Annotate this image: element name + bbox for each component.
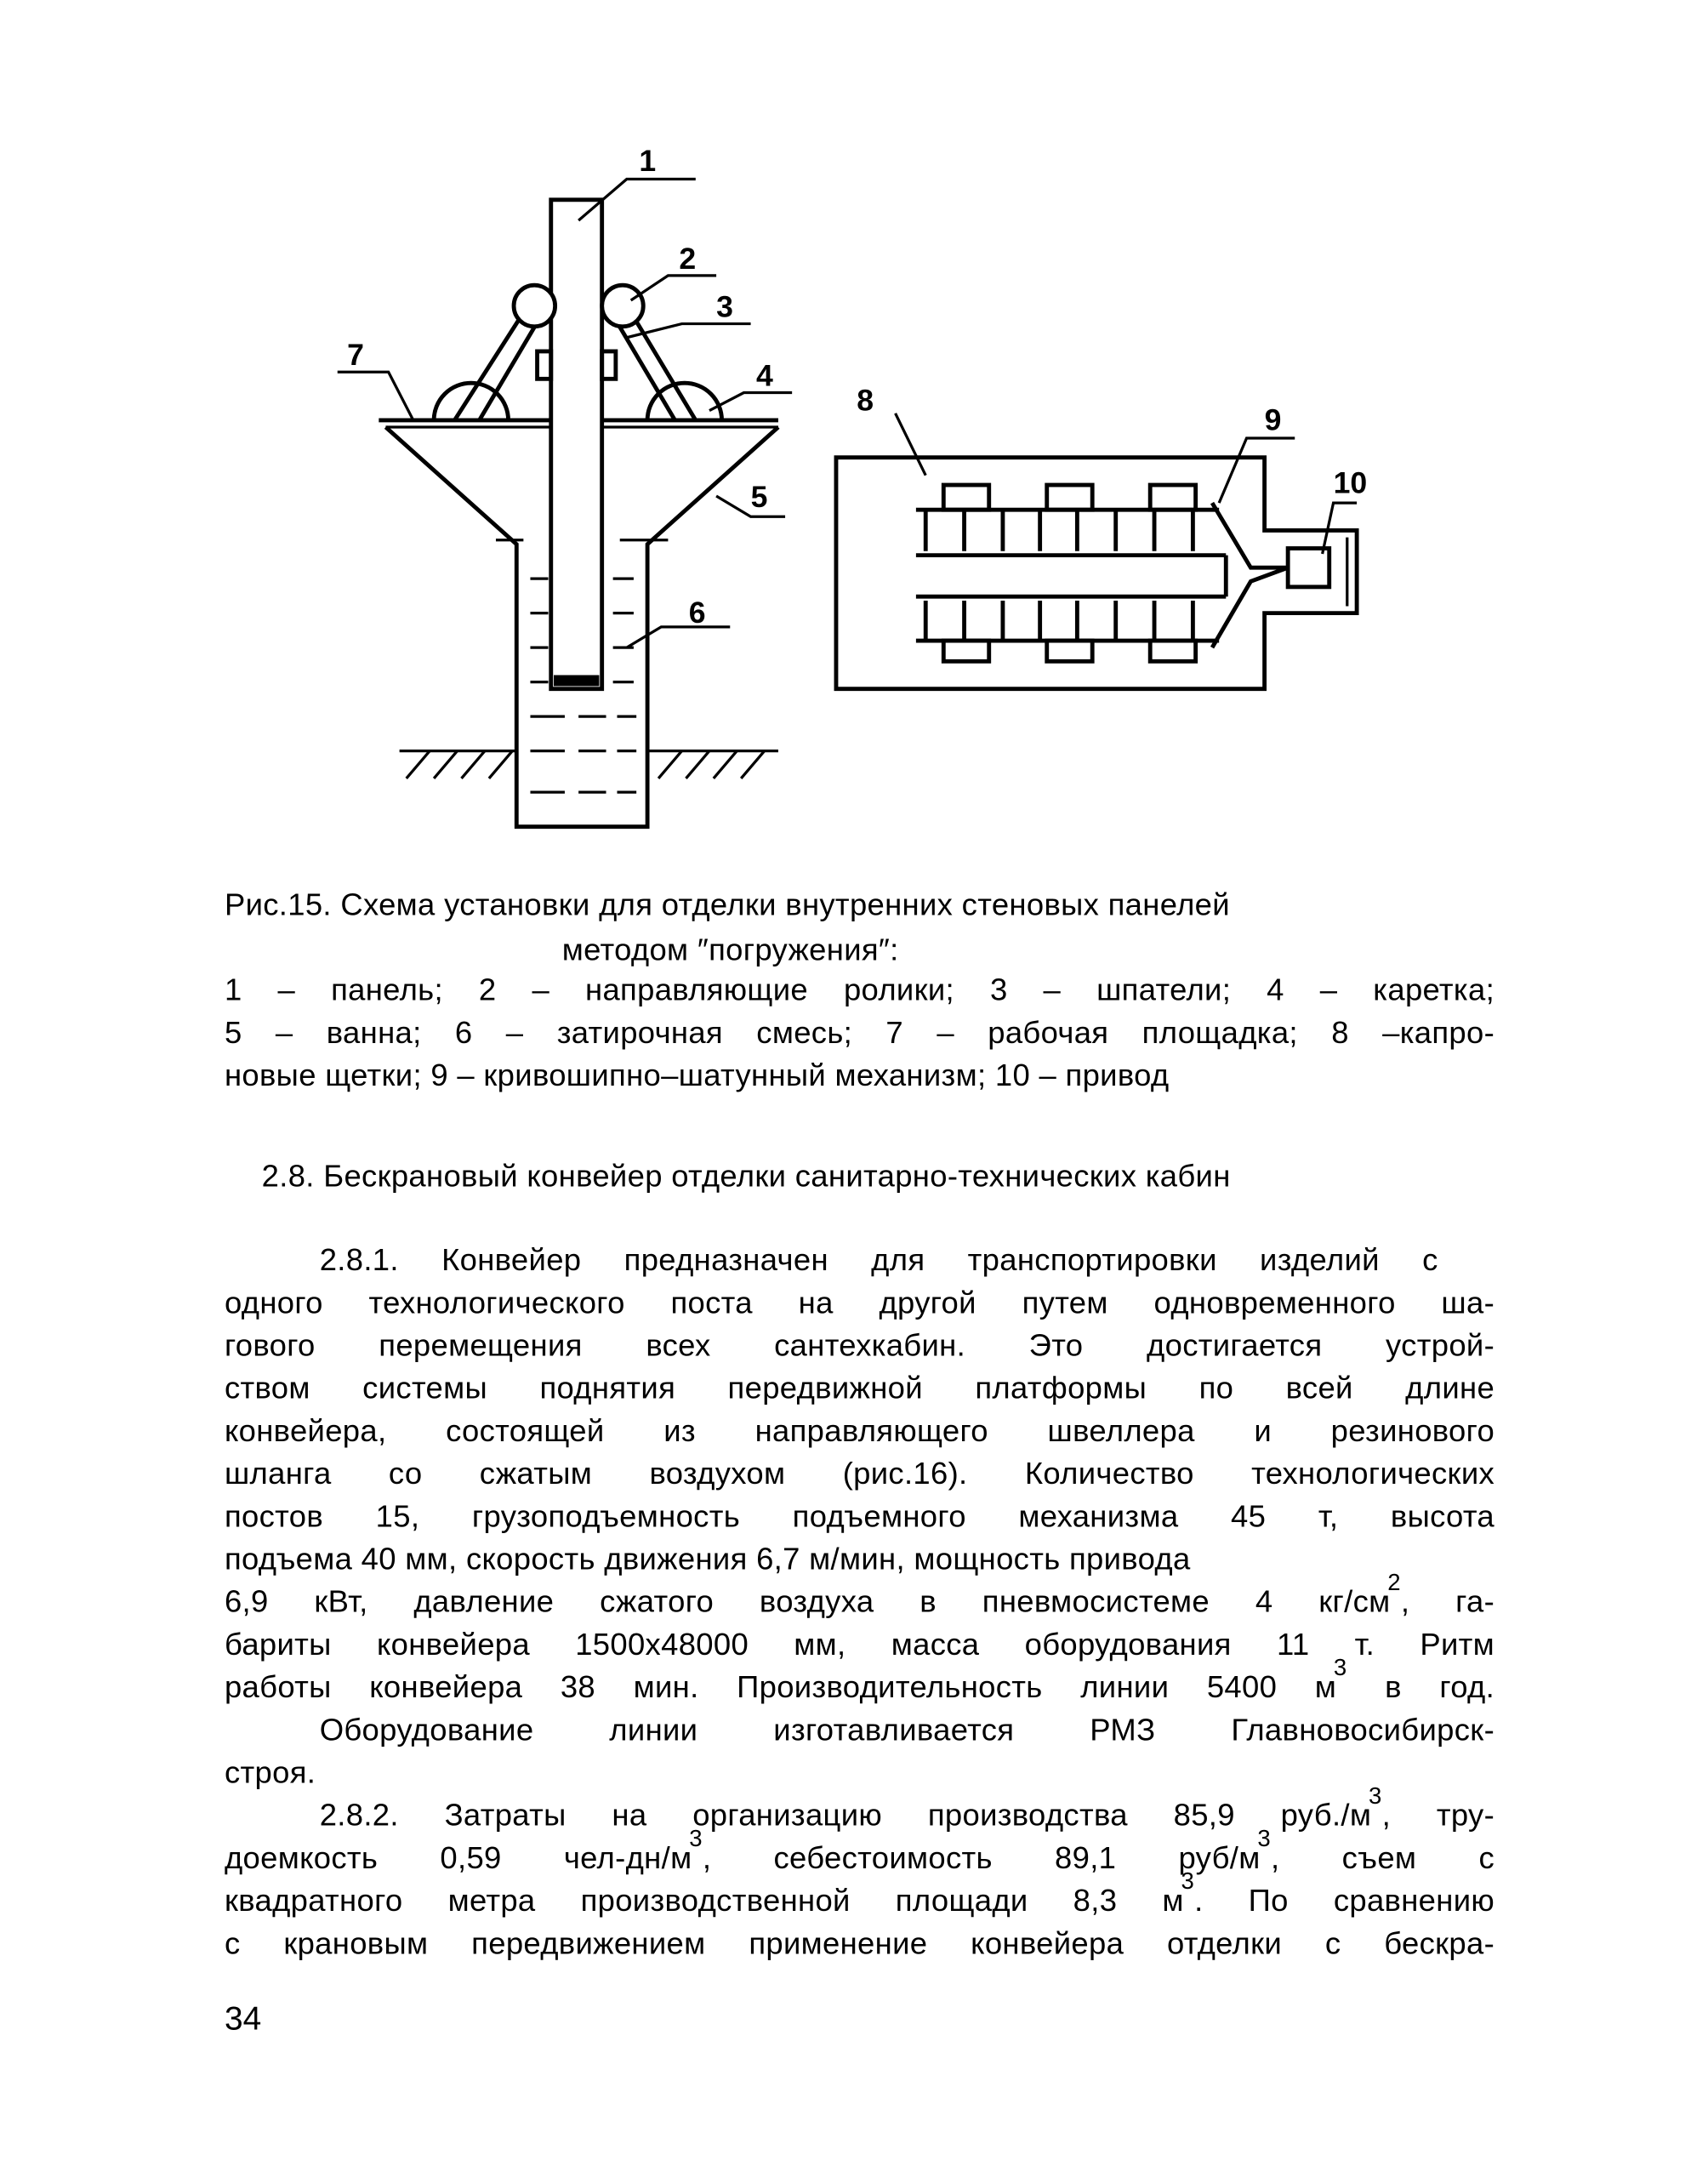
- text-run: , себестоимость 89,1 руб/м: [702, 1840, 1261, 1876]
- text-run: 2.8.1. Конвейер предназначен для транспортировки изделий с: [319, 1242, 1438, 1278]
- text-run: , га-: [1400, 1584, 1495, 1619]
- text-run: квадратного метра производственной площади 8,3 м: [224, 1883, 1184, 1919]
- text-run: Оборудование линии изготавливается РМЗ Главновосибирск-: [319, 1712, 1495, 1748]
- body-line: [320, 1239, 1438, 1281]
- brush-mechanism-diagram: [836, 384, 1367, 689]
- body-line: [225, 1452, 1494, 1495]
- callout-2: 2: [679, 241, 697, 276]
- text-run: . По сравнению: [1194, 1883, 1495, 1919]
- text-run: работы конвейера 38 мин. Производительность линии 5400 м: [224, 1669, 1337, 1705]
- figure-caption-title: Рис.15. Схема установки для отделки внутренних стеновых панелей: [224, 887, 1230, 922]
- text-run: одного технологического поста на другой путем одновременного ша-: [224, 1285, 1495, 1320]
- body-line: [224, 1867, 1495, 1924]
- figure-legend-line: новые щетки; 9 – кривошипно–шатунный механизм; 10 – привод: [224, 1058, 1170, 1093]
- body-line: [225, 1366, 1494, 1409]
- callout-9: 9: [1264, 402, 1282, 437]
- figure-legend-line: 5 – ванна; 6 – затирочная смесь; 7 – рабочая площадка; 8 –капро-: [224, 1015, 1495, 1050]
- text-run: , тру-: [1381, 1798, 1495, 1833]
- body-line: [225, 1324, 1494, 1366]
- superscript: 2: [1387, 1569, 1401, 1596]
- figure-15-diagrams: [0, 0, 1708, 854]
- body-line: [224, 1825, 1495, 1882]
- body-line: [225, 1281, 1494, 1324]
- body-line: [225, 1495, 1494, 1537]
- text-run: строя.: [224, 1755, 316, 1790]
- page-number: 34: [224, 2000, 262, 2038]
- superscript: 3: [1333, 1654, 1347, 1681]
- figure-legend-line: 1 – панель; 2 – направляющие ролики; 3 – шпатели; 4 – каретка;: [224, 972, 1495, 1007]
- callout-7: 7: [347, 338, 364, 373]
- text-run: в год.: [1346, 1669, 1495, 1705]
- text-run: подъема 40 мм, скорость движения 6,7 м/мин, мощность привода: [224, 1542, 1191, 1577]
- section-heading: 2.8. Бескрановый конвейер отделки санитарно-технических кабин: [261, 1158, 1231, 1194]
- superscript: 3: [1181, 1867, 1195, 1895]
- body-line: [225, 1751, 316, 1793]
- text-run: конвейера, состоящей из направляющего швеллера и резинового: [224, 1413, 1495, 1448]
- callout-6: 6: [688, 595, 706, 630]
- superscript: 3: [1369, 1782, 1382, 1810]
- body-line: [320, 1708, 1494, 1751]
- text-run: 2.8.2. Затраты на организацию производства 85,9 руб./м: [319, 1798, 1372, 1833]
- body-line: [319, 1782, 1495, 1839]
- body-line: [225, 1537, 1191, 1580]
- body-line: [225, 1623, 1494, 1666]
- body-line: [225, 1922, 1494, 1964]
- text-run: доемкость 0,59 чел-дн/м: [224, 1840, 692, 1876]
- immersion-installation-diagram: [338, 144, 792, 827]
- callout-10: 10: [1333, 465, 1368, 500]
- body-line: [224, 1654, 1495, 1711]
- callout-8: 8: [857, 383, 874, 418]
- superscript: 3: [689, 1825, 703, 1852]
- drive-box: [1288, 549, 1329, 587]
- text-run: постов 15, грузоподъемность подъемного механизма 45 т, высота: [224, 1498, 1495, 1534]
- ground-hatching: [400, 751, 778, 778]
- callout-3: 3: [716, 289, 733, 324]
- callout-5: 5: [750, 479, 768, 514]
- text-run: гового перемещения всех сантехкабин. Это достигается устрой-: [224, 1328, 1495, 1363]
- callout-4: 4: [756, 358, 773, 393]
- text-run: 6,9 кВт, давление сжатого воздуха в пневмосистеме 4 кг/см: [224, 1584, 1391, 1619]
- roller-left: [514, 285, 555, 327]
- roller-right: [602, 285, 644, 327]
- body-line: [224, 1569, 1495, 1625]
- panel: [551, 200, 602, 689]
- text-run: шланга со сжатым воздухом (рис.16). Количество технологических: [224, 1456, 1495, 1491]
- figure-caption-subtitle: методом ″погружения″:: [561, 932, 899, 967]
- body-line: [225, 1410, 1494, 1452]
- superscript: 3: [1257, 1825, 1272, 1852]
- text-run: , съем с: [1271, 1840, 1495, 1876]
- text-run: ством системы поднятия передвижной платформы по всей длине: [224, 1371, 1495, 1406]
- text-run: бариты конвейера 1500х48000 мм, масса оборудования 11 т. Ритм: [224, 1627, 1495, 1662]
- text-run: с крановым передвижением применение конвейера отделки с бескра-: [224, 1925, 1495, 1961]
- callout-1: 1: [639, 143, 657, 178]
